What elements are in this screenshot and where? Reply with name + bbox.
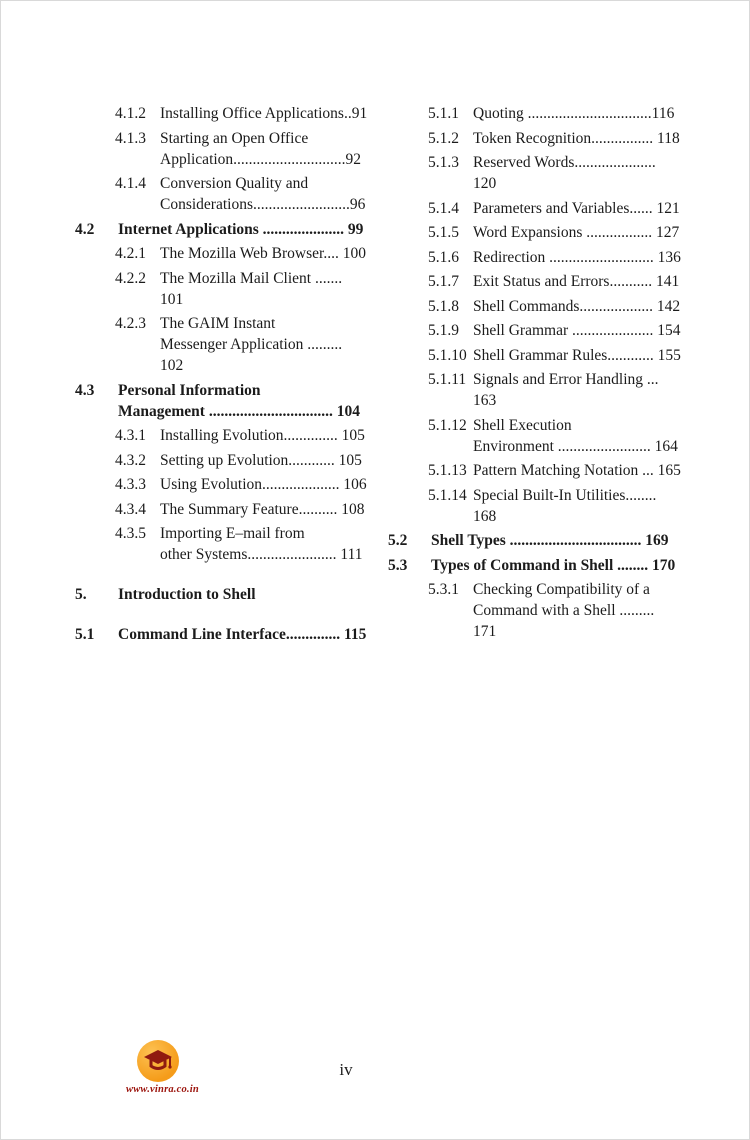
entry-number: 4.3.3: [115, 476, 146, 493]
entry-line: Environment ........................ 164: [473, 437, 678, 455]
entry-title: [473, 128, 681, 149]
entry-title: [473, 103, 681, 124]
entry-line: Shell Types .................................. 169: [431, 532, 669, 549]
entry-line: Word Expansions ................. 127: [473, 224, 680, 241]
toc-entry: [388, 296, 681, 317]
toc-column-left: [75, 103, 368, 649]
entry-line: Shell Commands................... 142: [473, 297, 681, 315]
toc-entry: [75, 173, 368, 215]
toc-entry: [388, 345, 681, 366]
toc-entry: [388, 415, 681, 457]
entry-line: Quoting ................................116: [473, 105, 675, 122]
toc-entry: [388, 485, 681, 527]
entry-title: [118, 584, 368, 605]
entry-title: [160, 474, 368, 495]
entry-line: Command Line Interface.............. 115: [118, 626, 367, 643]
entry-number: 5.1.9: [428, 322, 459, 339]
entry-line: Reserved Words..................... 120: [473, 154, 656, 192]
toc-entry: [388, 555, 681, 576]
entry-title: [160, 173, 368, 215]
entry-title: [473, 271, 681, 292]
entry-line: Application.............................92: [160, 150, 362, 168]
entry-title: [473, 296, 681, 317]
toc-entry: [75, 103, 368, 124]
entry-line: other Systems....................... 111: [160, 546, 363, 563]
entry-number: 5.1.3: [428, 154, 459, 171]
entry-line: Internet Applications ..................... 99: [118, 220, 364, 238]
entry-number: 4.2.1: [115, 245, 146, 262]
entry-title: [160, 128, 368, 170]
entry-number: 4.2.2: [115, 269, 146, 287]
entry-title: [473, 198, 681, 219]
toc-column-right: [388, 103, 681, 649]
entry-number: 5.1.14: [428, 486, 467, 504]
entry-number: 4.3.5: [115, 525, 146, 542]
toc-entry: [388, 222, 681, 243]
entry-title: [473, 222, 681, 243]
entry-number: 5.1.2: [428, 129, 459, 147]
entry-number: 4.2.3: [115, 315, 146, 332]
entry-number: 4.3.4: [115, 500, 146, 518]
toc-entry: [388, 128, 681, 149]
entry-title: [431, 530, 681, 551]
entry-line: The Summary Feature.......... 108: [160, 500, 365, 518]
entry-number: 4.1.3: [115, 129, 146, 147]
toc-entry: [388, 271, 681, 292]
entry-line: Signals and Error Handling ... 163: [473, 371, 659, 409]
entry-number: 5.2: [388, 532, 408, 549]
entry-line: Types of Command in Shell ........ 170: [431, 556, 676, 574]
entry-title: [473, 485, 681, 527]
toc-entry: [75, 425, 368, 446]
toc-entry: [75, 624, 368, 645]
entry-number: 5.3: [388, 556, 408, 574]
entry-number: 5.1.6: [428, 248, 459, 266]
entry-title: [160, 425, 368, 446]
entry-line: Installing Evolution.............. 105: [160, 427, 365, 444]
entry-line: Special Built-In Utilities........ 168: [473, 486, 657, 525]
entry-number: 5.1.11: [428, 371, 467, 388]
entry-title: [160, 268, 368, 310]
entry-line: Pattern Matching Notation ... 165: [473, 462, 681, 479]
entry-line: Checking Compatibility of a: [473, 581, 650, 598]
entry-title: [118, 624, 368, 645]
entry-title: [431, 555, 681, 576]
entry-title: [473, 247, 681, 268]
entry-title: [160, 499, 368, 520]
entry-line: Management ................................ 104: [118, 402, 360, 420]
entry-number: 4.2: [75, 220, 95, 238]
entry-line: Personal Information: [118, 381, 261, 399]
toc-entry: [388, 103, 681, 124]
entry-number: 4.3.2: [115, 451, 146, 469]
table-of-contents: [75, 103, 681, 649]
entry-title: [473, 345, 681, 366]
entry-line: Installing Office Applications..91: [160, 105, 368, 122]
entry-title: [473, 320, 681, 341]
entry-number: 5.: [75, 586, 87, 603]
entry-line: Using Evolution.................... 106: [160, 476, 367, 493]
entry-title: [473, 579, 681, 642]
entry-line: Exit Status and Errors........... 141: [473, 273, 680, 290]
entry-title: [160, 523, 368, 565]
toc-entry: [75, 380, 368, 422]
entry-line: Setting up Evolution............ 105: [160, 451, 362, 469]
entry-title: [118, 219, 368, 240]
toc-entry: [75, 474, 368, 495]
entry-line: Shell Grammar ..................... 154: [473, 322, 681, 339]
entry-number: 4.1.2: [115, 105, 146, 122]
entry-line: Importing E–mail from: [160, 525, 305, 542]
entry-number: 5.1.5: [428, 224, 459, 241]
entry-title: [473, 415, 681, 457]
entry-number: 4.3.1: [115, 427, 146, 444]
toc-entry: [75, 268, 368, 310]
entry-title: [473, 460, 681, 481]
entry-number: 4.1.4: [115, 175, 146, 192]
entry-line: Token Recognition................ 118: [473, 129, 680, 147]
toc-entry: [75, 499, 368, 520]
entry-line: Redirection ........................... 136: [473, 248, 681, 266]
entry-line: Considerations.........................96: [160, 196, 366, 213]
toc-entry: [75, 450, 368, 471]
toc-entry: [388, 460, 681, 481]
entry-line: The GAIM Instant: [160, 315, 276, 332]
entry-title: [160, 243, 368, 264]
entry-line: Shell Execution: [473, 416, 572, 434]
toc-entry: [388, 369, 681, 411]
entry-number: 5.1.13: [428, 462, 467, 479]
entry-number: 5.1.8: [428, 297, 459, 315]
entry-line: Conversion Quality and: [160, 175, 309, 192]
entry-title: [160, 450, 368, 471]
toc-entry: [388, 152, 681, 194]
entry-title: [473, 152, 681, 194]
entry-line: Starting an Open Office: [160, 129, 309, 147]
entry-title: [160, 103, 368, 124]
entry-number: 5.1.10: [428, 346, 467, 364]
entry-number: 5.1.7: [428, 273, 459, 290]
toc-entry: [388, 247, 681, 268]
entry-line: Messenger Application ......... 102: [160, 336, 343, 374]
toc-entry: [388, 198, 681, 219]
entry-number: 5.1.1: [428, 105, 459, 122]
entry-number: 5.1.12: [428, 416, 467, 434]
page-number: iv: [339, 1060, 353, 1079]
toc-entry: [75, 219, 368, 240]
toc-entry: [388, 320, 681, 341]
toc-entry: [388, 530, 681, 551]
entry-title: [473, 369, 681, 411]
toc-entry: [75, 584, 368, 605]
toc-entry: [388, 579, 681, 642]
entry-number: 5.3.1: [428, 581, 459, 598]
entry-number: 5.1: [75, 626, 95, 643]
entry-line: The Mozilla Web Browser.... 100: [160, 245, 366, 262]
entry-number: 4.3: [75, 381, 95, 399]
publisher-url: www.vinra.co.in: [126, 1084, 199, 1095]
entry-number: 5.1.4: [428, 199, 459, 217]
entry-line: Command with a Shell ......... 171: [473, 602, 655, 640]
entry-line: Shell Grammar Rules............ 155: [473, 346, 681, 364]
toc-entry: [75, 243, 368, 264]
toc-entry: [75, 128, 368, 170]
entry-line: Introduction to Shell: [118, 586, 256, 603]
toc-entry: [75, 523, 368, 565]
entry-title: [160, 313, 368, 376]
entry-title: [118, 380, 368, 422]
toc-entry: [75, 313, 368, 376]
entry-line: Parameters and Variables...... 121: [473, 199, 680, 217]
entry-line: The Mozilla Mail Client ....... 101: [160, 269, 343, 308]
